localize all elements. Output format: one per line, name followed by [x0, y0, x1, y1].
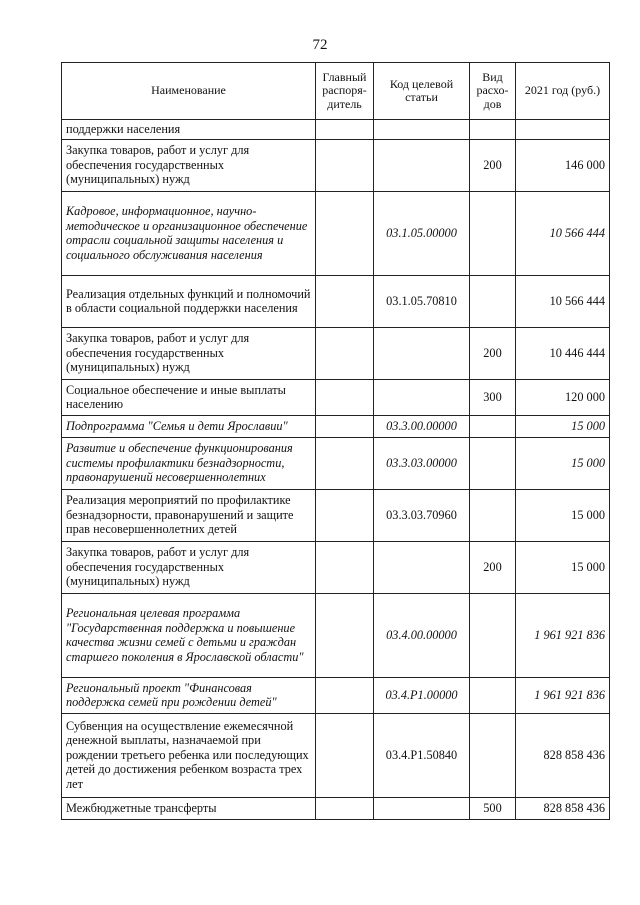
table-row — [62, 415, 610, 437]
budget-table — [61, 62, 610, 820]
row-amount: 146 000 — [516, 139, 610, 191]
row-target-code — [374, 379, 470, 415]
row-main-manager — [316, 415, 374, 437]
table-row — [62, 489, 610, 541]
row-name: Закупка товаров, работ и услуг для обеспечения государственных (муниципальных) нужд — [62, 327, 316, 379]
row-expense-type — [470, 120, 516, 140]
row-target-code: 03.4.P1.00000 — [374, 677, 470, 713]
row-main-manager — [316, 379, 374, 415]
row-target-code: 03.3.03.00000 — [374, 437, 470, 489]
row-amount: 15 000 — [516, 541, 610, 593]
row-target-code — [374, 797, 470, 819]
row-target-code: 03.3.03.70960 — [374, 489, 470, 541]
row-target-code: 03.3.00.00000 — [374, 415, 470, 437]
row-expense-type: 200 — [470, 541, 516, 593]
table-row — [62, 120, 610, 140]
table-row — [62, 191, 610, 275]
row-target-code: 03.1.05.00000 — [374, 191, 470, 275]
table-row — [62, 677, 610, 713]
table-row — [62, 541, 610, 593]
row-expense-type: 200 — [470, 327, 516, 379]
header-amount-2021: 2021 год (руб.) — [516, 63, 610, 120]
header-target-code: Код целевой статьи — [374, 63, 470, 120]
table-row — [62, 275, 610, 327]
row-main-manager — [316, 797, 374, 819]
table-body — [62, 120, 610, 820]
row-amount: 1 961 921 836 — [516, 593, 610, 677]
row-expense-type: 300 — [470, 379, 516, 415]
row-name: Подпрограмма "Семья и дети Ярославии" — [62, 415, 316, 437]
row-expense-type — [470, 677, 516, 713]
row-expense-type — [470, 415, 516, 437]
row-name: Кадровое, информационное, научно-методическое и организационное обеспечение отрасли социальной защиты населения и социального обслуживания населения — [62, 191, 316, 275]
row-amount: 828 858 436 — [516, 797, 610, 819]
row-name: Межбюджетные трансферты — [62, 797, 316, 819]
row-target-code — [374, 120, 470, 140]
row-target-code: 03.4.P1.50840 — [374, 713, 470, 797]
row-amount: 15 000 — [516, 437, 610, 489]
row-expense-type — [470, 437, 516, 489]
row-amount: 15 000 — [516, 415, 610, 437]
table-row — [62, 327, 610, 379]
row-target-code: 03.1.05.70810 — [374, 275, 470, 327]
table-row — [62, 379, 610, 415]
row-expense-type — [470, 275, 516, 327]
row-amount: 1 961 921 836 — [516, 677, 610, 713]
row-amount — [516, 120, 610, 140]
row-main-manager — [316, 139, 374, 191]
row-name: Закупка товаров, работ и услуг для обеспечения государственных (муниципальных) нужд — [62, 139, 316, 191]
row-name: Субвенция на осуществление ежемесячной денежной выплаты, назначаемой при рождении третьего ребенка или последующих детей до достижения ребенком возраста трех лет — [62, 713, 316, 797]
table-row — [62, 797, 610, 819]
header-expense-type: Вид расхо-дов — [470, 63, 516, 120]
row-expense-type — [470, 489, 516, 541]
row-main-manager — [316, 677, 374, 713]
table-header-row — [62, 63, 610, 120]
row-name: поддержки населения — [62, 120, 316, 140]
row-main-manager — [316, 327, 374, 379]
page-number: 72 — [312, 37, 328, 53]
row-expense-type: 200 — [470, 139, 516, 191]
row-name: Реализация мероприятий по профилактике безнадзорности, правонарушений и защите прав несовершеннолетних детей — [62, 489, 316, 541]
row-expense-type: 500 — [470, 797, 516, 819]
row-target-code: 03.4.00.00000 — [374, 593, 470, 677]
row-main-manager — [316, 437, 374, 489]
row-main-manager — [316, 489, 374, 541]
row-name: Региональный проект "Финансовая поддержка семей при рождении детей" — [62, 677, 316, 713]
row-expense-type — [470, 713, 516, 797]
row-amount: 10 566 444 — [516, 191, 610, 275]
row-amount: 15 000 — [516, 489, 610, 541]
row-name: Закупка товаров, работ и услуг для обеспечения государственных (муниципальных) нужд — [62, 541, 316, 593]
row-amount: 10 566 444 — [516, 275, 610, 327]
row-target-code — [374, 541, 470, 593]
row-name: Реализация отдельных функций и полномочий в области социальной поддержки населения — [62, 275, 316, 327]
row-name: Региональная целевая программа "Государственная поддержка и повышение качества жизни семей с детьми и граждан старшего поколения в Ярославской области" — [62, 593, 316, 677]
table-row — [62, 437, 610, 489]
row-main-manager — [316, 275, 374, 327]
row-main-manager — [316, 120, 374, 140]
row-expense-type — [470, 191, 516, 275]
table-row — [62, 593, 610, 677]
row-name: Социальное обеспечение и иные выплаты населению — [62, 379, 316, 415]
table-row — [62, 139, 610, 191]
table-row — [62, 713, 610, 797]
row-main-manager — [316, 713, 374, 797]
row-main-manager — [316, 191, 374, 275]
row-target-code — [374, 327, 470, 379]
row-amount: 828 858 436 — [516, 713, 610, 797]
row-amount: 10 446 444 — [516, 327, 610, 379]
header-main-manager: Главный распоря-дитель — [316, 63, 374, 120]
row-expense-type — [470, 593, 516, 677]
row-main-manager — [316, 593, 374, 677]
row-name: Развитие и обеспечение функционирования системы профилактики безнадзорности, правонарушений несовершеннолетних — [62, 437, 316, 489]
header-name: Наименование — [62, 63, 316, 120]
row-target-code — [374, 139, 470, 191]
row-main-manager — [316, 541, 374, 593]
row-amount: 120 000 — [516, 379, 610, 415]
